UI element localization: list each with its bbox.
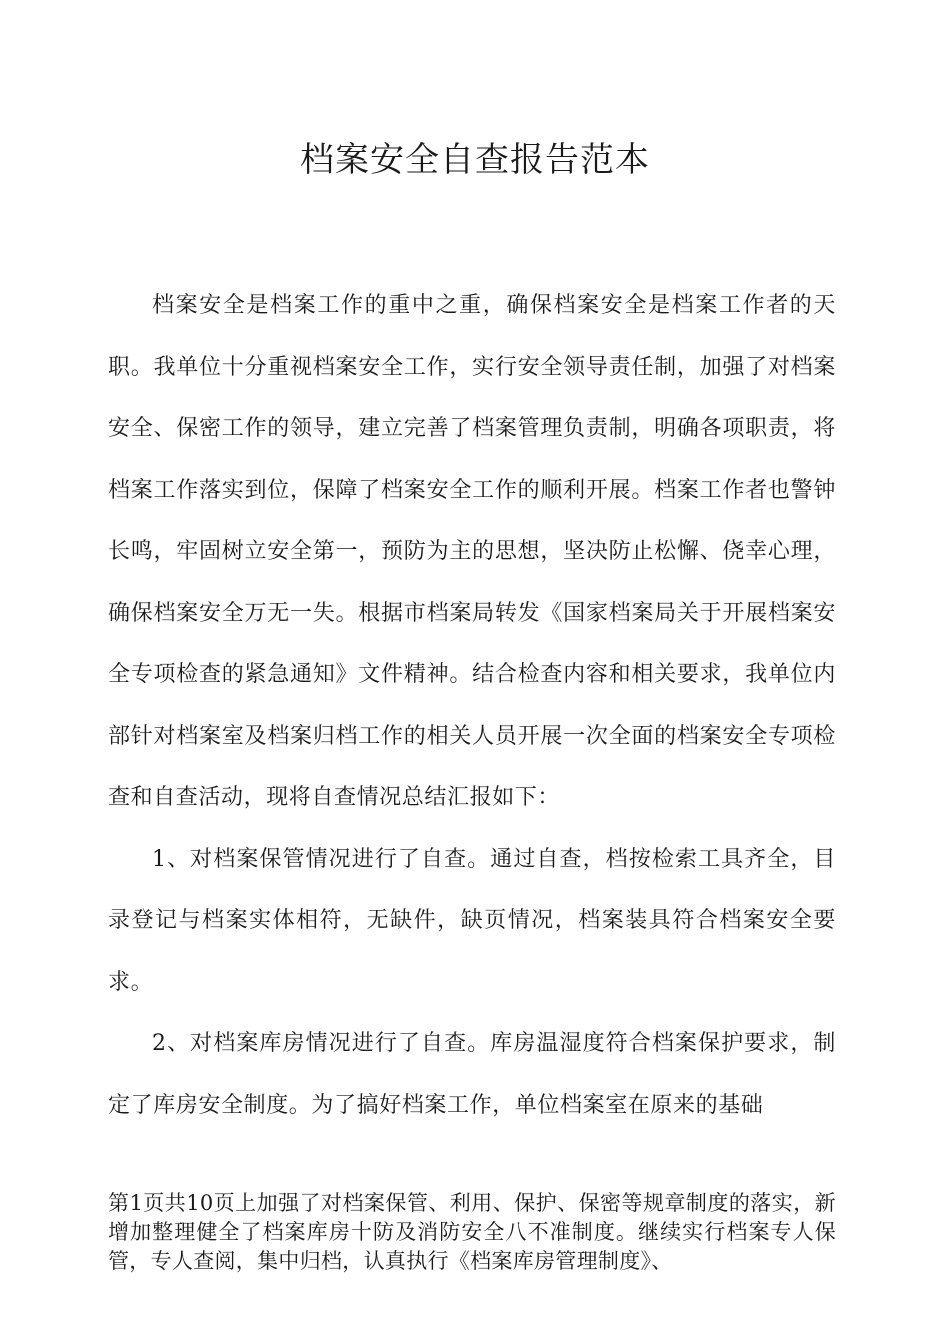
paragraph-item-1: 1、对档案保管情况进行了自查。通过自查，档按检索工具齐全，目录登记与档案实体相符，无缺件，缺页情况，档案装具符合档案安全要求。 [108,846,836,995]
page-footer-text: 第1页共10页上加强了对档案保管、利用、保护、保密等规章制度的落实，新增加整理健全了档案库房十防及消防安全八不准制度。继续实行档案专人保管，专人查阅，集中归档，认真执行《档案库房管理制度》、 [108,1191,836,1273]
document-body [108,275,836,1136]
document-title: 档案安全自查报告范本 [300,140,650,180]
paragraph-item-2: 2、对档案库房情况进行了自查。库房温湿度符合档案保护要求，制定了库房安全制度。为了搞好档案工作，单位档案室在原来的基础 [108,1031,836,1118]
paragraph-intro: 档案安全是档案工作的重中之重，确保档案安全是档案工作者的天职。我单位十分重视档案安全工作，实行安全领导责任制，加强了对档案安全、保密工作的领导，建立完善了档案管理负责制，明确各项职责，将档案工作落实到位，保障了档案安全工作的顺利开展。档案工作者也警钟长鸣，牢固树立安全第一，预防为主的思想，坚决防止松懈、侥幸心理，确保档案安全万无一失。根据市档案局转发《国家档案局关于开展档案安全专项检查的紧急通知》文件精神。结合检查内容和相关要求，我单位内部针对档案室及档案归档工作的相关人员开展一次全面的档案安全专项检查和自查活动，现将自查情况总结汇报如下： [108,293,836,810]
